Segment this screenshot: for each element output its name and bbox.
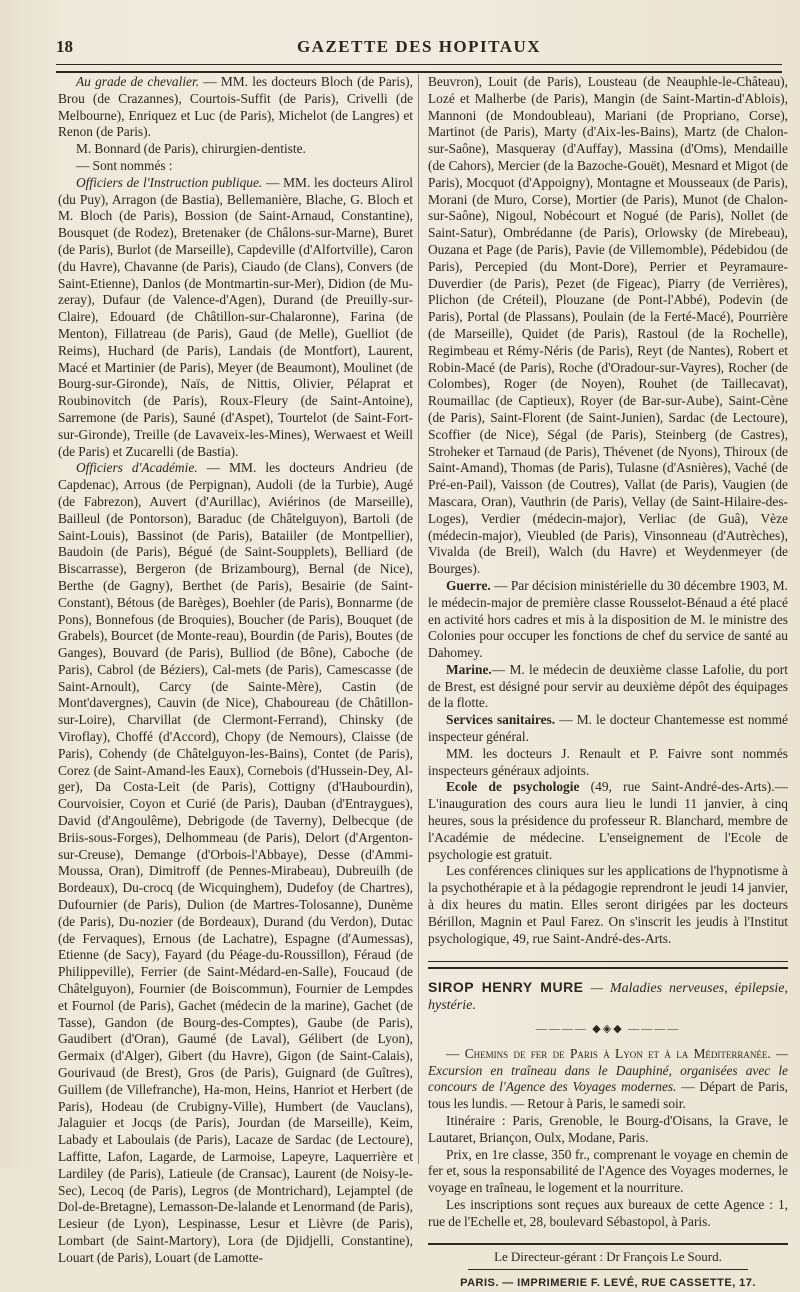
instruction-text: — MM. les docteurs Alirol (du Puy), Arragon (de Bastia), Bellemanière, Blache, G. Bloch et M. Bloch (de Paris), Bossion (de Saint-Arnaud, Constantine), Bousquet (de Rodez), Bretenaker (de Châlons-sur-Marne), Buret (de Paris), Burlot (de Marseille), Capdeville (d'Alfortville), Caron (du Havre), Chavanne (de Paris), Ciaudo (de Clans), Convers (de Saint-Etienne), Danlos (de Montmartin-sur-Mer), Didion (de Mu-zeray), Dufaur (de Valence-d'Agen), Durand (de Preuilly-sur-Claire), Edouard (de Châtillon-sur-Chalaronne), Farina (de Menton), Fillatreau (de Paris), Gaud (de Melle), Guelliot (de Reims), Huchard (de Paris), Landais (de Montfort), Laurent, Macé et Martinier (de Paris), Meyer (de Beaumont), Moulinet (de Bourg-sur-Gironde), Naïs, de Nittis, Olivier, Pélaprat et Roubinovitch (de Paris), Roux-Fleury (de Saint-Antoine), Sarremone (de Paris), Sauné (d'Aspet), Tourtelot (de Saint-Fort-sur-Gironde), Treille (de Lavaveix-les-Mines), Werwaest et Weill (de Paris) et Zucarelli (de Bastia). — [58, 174, 413, 459]
instruction-heading: Officiers de l'Instruction publique. — [76, 174, 263, 190]
paragraph-chemins-de-fer — [428, 1046, 788, 1113]
academie-text: — MM. les docteurs Andrieu (de Capdenac), Arrous (de Perpignan), Audoli (de la Turbie), Augé (de Fabrezon), Auvert (d'Aurillac), Aviérinos (de Marseille), Bailleul (de Pontorson), Baraduc (de Châtelguyon), Bartoli (de Saint-Louis), Bassinot (de Paris), Bataiiler (de Montpellier), Baudoin (de Paris), Bégué (de Saint-Soupplets), Belliard (de Biscarrasse), Bergeron (de Brizambourg), Bernal (de Nice), Berthe (de Gagny), Berthet (de Paris), Besairie (de Saint-Constant), Bétous (de Barèges), Boehler (de Paris), Bonnarme (de Pons), Bonnefous (de Broquies), Boucher (de Paris), Bouquet (de Grabels), Bourcet (de Monte-reau), Bourdin (de Paris), Boutes (de Ganges), Bouvard (de Paris), Bulliod (de Bône), Caboche (de Paris), Cabrol (de Béziers), Cal-mets (de Paris), Camescasse (de Saint-Arnoult), Carcy (de Sainte-Mère), Castin (de Mont'davergnes), Cauvin (de Nice), Chaboureau (de Châtillon-sur-Loire), Charvillat (de Clermont-Ferrand), Chinsky (de Viroflay), Choffé (d'Accord), Chopy (de Nemours), Claisse (de Paris), Cohendy (de Châtelguyon-les-Bains), Contet (de Paris), Corez (de Saint-Amand-les Eaux), Cornebois (d'Hussein-Dey, Al-ger), Da Costa-Leit (de Paris), Cottigny (d'Haubourdin), Courvoisier, Coyon et Curié (de Paris), Dauban (d'Entraygues), David (d'Angoulême), Debrigode (de Taverny), Delbecque (de Briis-sous-Forges), Delhommeau (de Paris), Delort (d'Argenton-sur-Creuse), Demange (d'Orbois-l'Abbaye), Desse (d'Ammi-Moussa, Oran), Dimitroff (de Pennes-Mirabeau), Dubreuilh (de Bordeaux), Du-crocq (de Wicquinghem), Dudefoy (de Chartres), Dufournier (de Paris), Dulion (de Martres-Tolosanne), Dunème (de Paris), Du-nozier (de Bordeaux), Durand (du Verdon), Dutac (de Fervaques), Ernous (de Lachatre), Espagne (d'Aumessas), Etienne (de Sacy), Fayard (du Péage-du-Roussillon), Féraud (de Philippeville), Ferrier (de Saint-Médard-en-Salle), Foucaud (de Châtelguyon), Fournier (de Boiscommun), Fournier de Lempdes et Fournol (de Paris), Gachet (médecin de la marine), Gachet (de Tasse), Gandon (de Bourg-des-Comptes), Gaube (de Paris), Gaudibert (d'Oran), Gaumé (de Laval), Gélibert (de Lyon), Germaix (d'Alger), Gibert (du Havre), Gigon (de Saint-Calais), Gourivaud (de Brest), Gros (de Paris), Guignard (de Guîtres), Guillem (de Villefranche), Ha-mon, Heins, Hanriot et Herbert (de Paris), Hodeau (de Crubigny-Ville), Humbert (de Vauclans), Jalaguier et Jocqs (de Paris), Jourdan (de Marseille), Keim, Labady et Laboulais (de Paris), Lacaze de Sardac (de Lectoure), Laffitte, Lafon, Lagarde, de Larmoise, Lapeyre, Laquerrière et Lardiley (de Paris), Latieule (de Cransac), Laurent (de Noisy-le-Sec), Lecoq (de Paris), Legros (de Montrichard), Lejamptel (de Dol-de-Bretagne), Lemasson-De-lalande et Lenormand (de Paris), Lesieur (de Lyon), Lespinasse, Lesur et Lièvre (de Paris), Lombart (de Saint-Martory), Lora (de Djidjelli, Constantine), Louart (de Paris), Louart (de Lamotte- — [58, 460, 413, 1265]
paragraph-dentiste: M. Bonnard (de Paris), chirurgien-dentiste. — [76, 141, 306, 157]
ornament-divider: ———— ◆◈◆ ———— — [535, 1023, 681, 1036]
paragraph-conferences: Les conférences cliniques sur les applications de l'hypnotisme à la psychothérapie et à la pédagogie reprendront le jeudi 14 janvier, à dix heures du matin. Elles seront dirigées par les docteurs Bérillon, Magnin et Paul Farez. On s'inscrit les jeudis à l'Institut psychologique, 49, rue Saint-André-des-Arts. — [428, 863, 788, 946]
page-number: 18 — [56, 37, 73, 56]
services-text: — M. le docteur Chantemesse est nommé inspecteur général. — [428, 712, 788, 745]
paragraph-marine — [428, 662, 788, 712]
paragraph-continued-list: Beuvron), Louit (de Paris), Lousteau (de Neauphle-le-Château), Lozé et Malherbe (de Paris), Mangin (de Saint-Martin-d'Ablois), Mannoni (de Mondoubleau), Mariani (de Propriano, Corse), Martinot (de Paris), Marty (d'Aix-les-Bains), Martz (de Chalon-sur-Saône), Masqueray (d'Auffay), Massina (d'Oms), Mendaille (de Cahors), Mercier (de la Bazoche-Gouët), Mesnard et Migot (de Paris), Mocquot (d'Appoigny), Montagne et Mousseaux (de Paris), Morani (de Muro, Corse), Mortier (de Paris), Munot (de Chalon-sur-Saône), Nigoul, Nobécourt et Nogué (de Paris), Nollet (de Saint-Satur), Ombrédanne (de Paris), Orlowsky (de Mirebeau), Ouzana et Page (de Paris), Pavie (de Villemomble), Pédebidou (de Paris), Percepied (du Mont-Dore), Perrier et Peyramaure-Duverdier (de Paris), Pezet (de Figeac), Piarry (de Verrières), Plichon (de Créteil), Plouzane (de Pont-l'Abbé), Podevin (de Paris), Portal (de Plassans), Poulain (de la Ferté-Macé), Pourrière (de Marseille), Quidet (de Paris), Rastoul (de la Rochelle), Regimbeau et Rémy-Néris (de Paris), Reyt (de Nantes), Robert et Robin-Macé (de Paris), Roche (d'Oradour-sur-Vayres), Rocher (de Colombes), Roger (de Noyen), Rouhet (de Taillecavat), Roumaillac (de Captieux), Royer (de Bar-sur-Aube), Saint-Cène (de Paris), Saint-Florent (de Saint-Junien), Sardac (de Lectoure), Scoffier (de Nice), Ségal (de Paris), Steinberg (de Castres), Stroheker et Tarnaud (de Paris), Thévenet (de Nyons), Thiroux (de Saint-Amand), Thomas (de Paris), Tulasne (d'Asnières), Vaché (de Pré-en-Pail), Vaisson (de Coutres), Vallat (de Paris), Vaugien (de Mascara, Oran), Vauthrin (de Paris), Vellay (de Saint-Hilaire-des-Loges), Verdier (médecin-major), Verliac (de Guâ), Vèze (médecin-major), Vieubled (de Paris), Vinsonneau (d'Autrèches), Vivalda (de Breil), Walch (du Havre) et Weydenmeyer (de Bourges). — [428, 74, 788, 577]
footer-rule — [428, 1243, 788, 1245]
marine-text: — M. le médecin de deuxième classe Lafolie, du port de Brest, est désigné pour servir au deuxième dépôt des équipages de la flotte. — [428, 661, 788, 711]
advertisement — [428, 979, 788, 1015]
paragraph-ecole — [428, 779, 788, 863]
paragraph-academie — [58, 460, 413, 1266]
director-signature: Le Directeur-gérant : Dr François Le Sourd. — [494, 1248, 722, 1264]
chevalier-heading: Au grade de chevalier. — [76, 74, 200, 89]
page-header — [56, 34, 782, 60]
paragraph-chevalier — [58, 74, 413, 141]
chemins-excursion: — Excursion en traîneau dans le Dauphiné, organisées avec le concours de l'Agence des Voyages modernes. — [428, 1045, 788, 1095]
paragraph-guerre — [428, 578, 788, 662]
paragraph-itineraire: Itinéraire : Paris, Grenoble, le Bourg-d'Oisans, la Grave, le Lautaret, Briançon, Oulx, Modane, Paris. — [428, 1113, 788, 1145]
signature-rule — [468, 1269, 748, 1270]
publication-title: GAZETTE DES HOPITAUX — [296, 37, 542, 56]
marine-heading: Marine. — [446, 661, 492, 677]
guerre-heading: Guerre. — [446, 577, 491, 593]
paragraph-instruction — [58, 175, 413, 461]
chemins-heading: — Chemins de fer de Paris à Lyon et à la Méditerranée. — [446, 1045, 771, 1061]
chemins-text: — Départ de Paris, tous les lundis. — Retour à Paris, le samedi soir. — [428, 1079, 789, 1112]
chevalier-text: — MM. les docteurs Bloch (de Paris), Brou (de Crazannes), Courtois-Suffit (de Paris), Crivelli (de Melbourne), Enriquez et Luc (de Paris), Michelot (de Langres) et Renon (de Paris). — [58, 74, 413, 140]
left-column — [58, 74, 413, 1267]
printer-line: PARIS. — IMPRIMERIE F. LEVÉ, RUE CASSETTE, 17. — [460, 1277, 756, 1290]
ecole-heading: Ecole de psychologie — [446, 779, 580, 795]
column-divider — [418, 74, 419, 1164]
paragraph-nommes: — Sont nommés : — [76, 157, 173, 173]
ad-brand: SIROP HENRY MURE — [428, 979, 584, 996]
ecole-text: (49, rue Saint-André-des-Arts).— L'inauguration des cours aura lieu le lundi 11 janvier, à cinq heures, sous la présidence du professeur R. Blanchard, membre de l'Académie de médecine. L'enseignement de l'Ecole de psychologie est gratuit. — [428, 779, 788, 862]
paragraph-inspecteurs: MM. les docteurs J. Renault et P. Faivre sont nommés inspecteurs généraux adjoints. — [428, 745, 788, 778]
paragraph-inscriptions: Les inscriptions sont reçues aux bureaux de cette Agence : 1, rue de l'Echelle et, 28, boulevard Sébastopol, à Paris. — [428, 1197, 788, 1229]
academie-heading: Officiers d'Académie. — [76, 460, 198, 476]
paragraph-prix: Prix, en 1re classe, 350 fr., comprenant le voyage en chemin de fer et, sous la responsabilité de l'Agence des Voyages modernes, le voyage en traîneau, le logement et la nourriture. — [428, 1146, 788, 1196]
header-rule — [56, 64, 782, 73]
services-heading: Services sanitaires. — [446, 712, 556, 728]
section-rule — [428, 961, 788, 969]
ad-text: — Maladies nerveuses, épilepsie, hystérie. — [428, 981, 788, 1014]
paragraph-services-sanitaires — [428, 712, 788, 746]
guerre-text: — Par décision ministérielle du 30 décembre 1903, M. le médecin-major de première classe Rousselot-Bénaud a été placé en activité hors cadres et mis à la disposition de M. le ministre des Colonies pour occuper les fonctions de chef du service de santé au Dahomey. — [428, 577, 788, 661]
right-column — [428, 74, 788, 1292]
